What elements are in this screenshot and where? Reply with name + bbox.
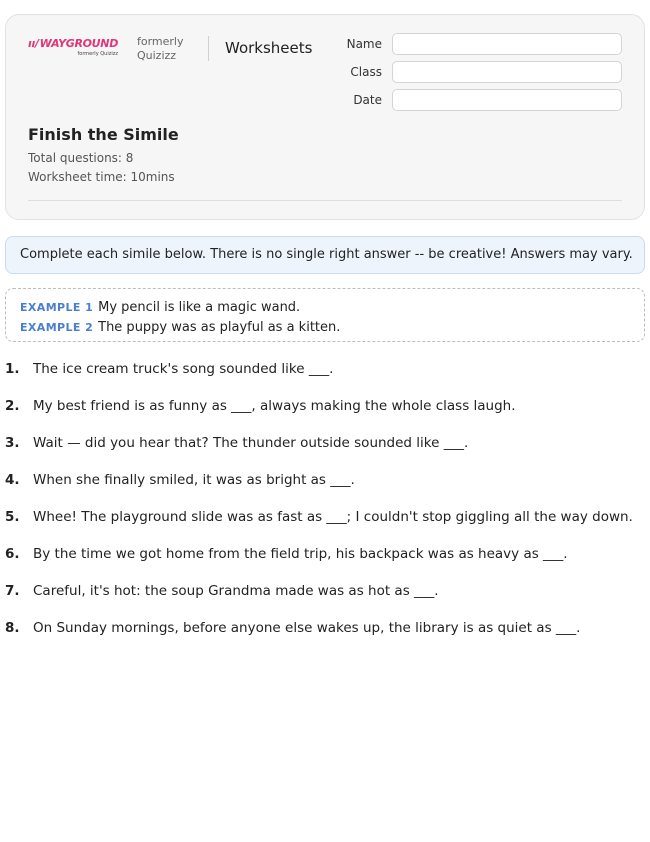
class-field[interactable] [392,61,622,83]
example-tag: EXAMPLE 1 [20,301,94,314]
question-number: 5. [5,509,20,525]
question-text: My best friend is as funny as ___, always making the whole class laugh. [33,398,516,414]
question-number: 4. [5,472,20,488]
class-label: Class [350,65,382,79]
question-item [5,546,568,562]
question-item [5,435,468,451]
question-item [5,398,516,414]
question-item [5,472,355,488]
total-questions: Total questions: 8 [28,151,134,165]
formerly-quizizz-note: formerly Quizizz [137,35,184,62]
question-number: 6. [5,546,20,562]
example-item [20,318,630,338]
question-text: On Sunday mornings, before anyone else wakes up, the library is as quiet as ___. [33,620,581,636]
question-item [5,583,439,599]
examples-box [5,288,645,342]
name-label: Name [346,37,382,51]
question-text: Careful, it's hot: the soup Grandma made was as hot as ___. [33,583,439,599]
example-text: My pencil is like a magic wand. [98,300,301,315]
question-number: 1. [5,361,20,377]
date-label: Date [353,93,382,107]
header-bottom-divider [28,200,622,201]
question-text: The ice cream truck's song sounded like ___. [33,361,334,377]
header-divider [208,36,209,61]
logo-subtitle: formerly Quizizz [77,51,118,57]
question-number: 2. [5,398,20,414]
question-text: Wait — did you hear that? The thunder outside sounded like ___. [33,435,469,451]
example-text: The puppy was as playful as a kitten. [98,320,341,335]
wayground-logo [28,37,120,58]
instructions-box: Complete each simile below. There is no single right answer -- be creative! Answers may vary. [5,236,645,274]
question-text: When she finally smiled, it was as bright as ___. [33,472,355,488]
question-item [5,361,333,377]
question-item [5,509,633,525]
worksheet-time: Worksheet time: 10mins [28,170,175,184]
logo-mark-icon: ıı/ [28,37,39,50]
section-label: Worksheets [225,39,313,57]
name-field-row [330,33,622,55]
question-number: 7. [5,583,20,599]
question-text: By the time we got home from the field trip, his backpack was as heavy as ___. [33,546,568,562]
class-field-row [330,61,622,83]
question-number: 3. [5,435,20,451]
question-number: 8. [5,620,20,636]
question-item [5,620,580,636]
logo-text: WAYGROUND [39,37,119,50]
date-field-row [330,89,622,111]
worksheet-title: Finish the Simile [28,125,179,144]
date-field[interactable] [392,89,622,111]
question-text: Whee! The playground slide was as fast as ___; I couldn't stop giggling all the way down. [33,509,633,525]
example-item [20,298,630,318]
name-field[interactable] [392,33,622,55]
example-tag: EXAMPLE 2 [20,321,94,334]
